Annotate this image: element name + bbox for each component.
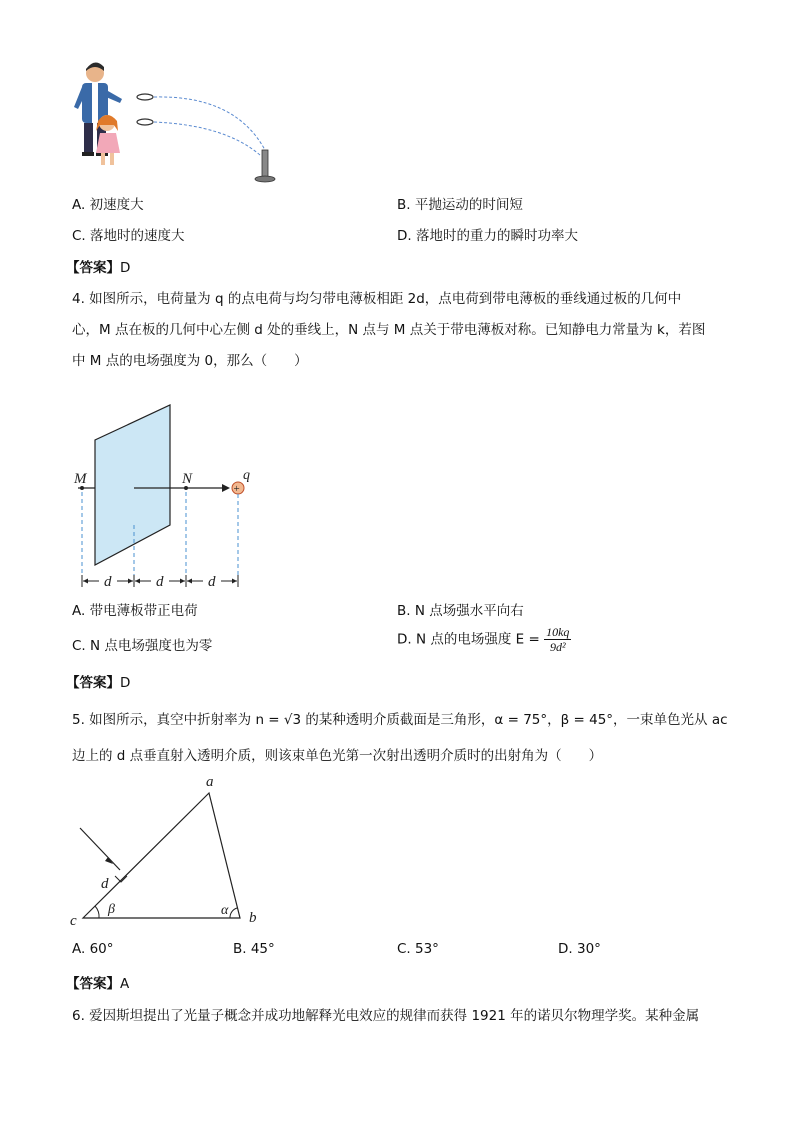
q3-option-c: C. 落地时的速度大 <box>72 228 185 244</box>
q5-answer <box>66 972 129 992</box>
q5-option-c: C. 53° <box>397 941 439 957</box>
q5-option-a: A. 60° <box>72 941 114 957</box>
label-d: d <box>101 876 109 892</box>
upper-ring <box>137 94 153 100</box>
label-n: N <box>182 471 193 487</box>
q3-option-a: A. 初速度大 <box>72 197 144 213</box>
lower-ring <box>137 119 153 125</box>
label-beta: β <box>108 902 115 917</box>
q4-option-d-text: D. N 点的电场强度 E = <box>397 631 540 648</box>
label-m: M <box>74 471 87 487</box>
label-alpha: α <box>221 903 229 918</box>
answer-label: 【答案】 <box>66 260 120 276</box>
q6-line-1: 6. 爱因斯坦提出了光量子概念并成功地解释光电效应的规律而获得 1921 年的诺贝尔物理学奖。某种金属 <box>72 1008 700 1024</box>
label-d-2: d <box>156 574 164 590</box>
label-d-3: d <box>208 574 216 590</box>
q5-line-1: 5. 如图所示，真空中折射率为 n = √3 的某种透明介质截面是三角形，α = 75°，β = 45°，一束单色光从 ac <box>72 712 728 728</box>
q4-option-a: A. 带电薄板带正电荷 <box>72 603 198 619</box>
charged-plate <box>95 405 170 565</box>
answer-label: 【答案】 <box>66 976 120 992</box>
lower-trajectory <box>154 122 260 155</box>
incident-ray <box>80 828 120 870</box>
label-b: b <box>249 910 257 926</box>
answer-value: A <box>120 976 130 992</box>
q3-figure-ring-toss <box>60 55 290 190</box>
axis-arrow <box>222 484 230 492</box>
q5-option-d: D. 30° <box>558 941 601 957</box>
alpha-arc <box>230 908 237 918</box>
q4-option-b: B. N 点场强水平向右 <box>397 603 524 619</box>
svg-text:+: + <box>233 483 240 495</box>
peg <box>262 150 268 178</box>
q3-answer <box>66 256 130 276</box>
answer-value: D <box>120 260 131 276</box>
label-d-1: d <box>104 574 112 590</box>
label-a: a <box>206 774 214 790</box>
beta-arc <box>95 906 99 918</box>
q5-option-b: B. 45° <box>233 941 275 957</box>
q3-option-d: D. 落地时的重力的瞬时功率大 <box>397 228 578 244</box>
q4-line-3: 中 M 点的电场强度为 0，那么（ ） <box>72 353 308 369</box>
q4-line-1: 4. 如图所示，电荷量为 q 的点电荷与均匀带电薄板相距 2d，点电荷到带电薄板的垂线通过板的几何中 <box>72 291 682 307</box>
peg-base <box>255 176 275 182</box>
fraction-numerator: 10kq <box>546 625 570 639</box>
girl-illustration <box>96 115 120 165</box>
answer-value: D <box>120 675 131 691</box>
q4-option-d <box>397 625 571 654</box>
label-q: q <box>243 468 250 483</box>
q4-line-2: 心，M 点在板的几何中心左侧 d 处的垂线上，N 点与 M 点关于带电薄板对称。已知静电力常量为 k，若图 <box>72 322 706 338</box>
q5-line-2: 边上的 d 点垂直射入透明介质，则该束单色光第一次射出透明介质时的出射角为（ ） <box>72 748 603 764</box>
q4-answer <box>66 671 130 691</box>
fraction-denominator: 9d² <box>549 640 566 654</box>
label-c: c <box>70 913 77 929</box>
q4-option-c: C. N 点电场强度也为零 <box>72 638 213 654</box>
fraction <box>544 625 571 654</box>
answer-label: 【答案】 <box>66 675 120 691</box>
q3-option-b: B. 平抛运动的时间短 <box>397 197 523 213</box>
q4-figure-charged-plate <box>70 400 270 595</box>
q5-figure-prism <box>65 770 275 930</box>
